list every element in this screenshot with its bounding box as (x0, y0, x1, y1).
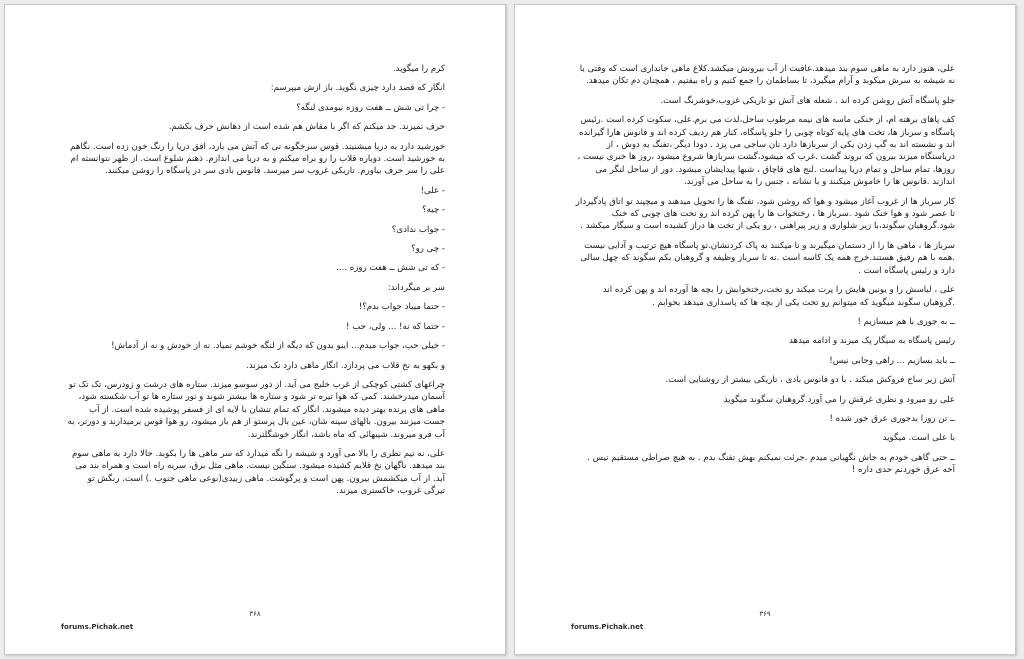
paragraph: کف پاهای برهنه ام، از خنکی ماسه های نیمه مرطوب ساحل،لذت می برم.علی، سکوت کرده است .رئیس پاسگاه و سرباز ها، تخت های پایه کوتاه چوبی را جلو پاسگاه، کنار هم ردیف کرده اند و فانوس هارا گیرانده اند و نشسته اند به گپ زدن یکی از سربازها دارد نان ساجی می پزد . دودا دیگر ،تفنگ به دوش ، از دریاسنگاه میزند بیرون که بروند گشت .غرب که میشود،گشت سربازها شروع میشود ،روز ها خبری نیست ، روزها، تمام ساحل و تمام دریا پیداست .لنج های قاچاق ، شبها پیدایشان میشود. دور از ساحل لنگر می اندازند .فانوس ها را خاموش میکنند و با نشانه ، جنس را به ساحل می آورند. (577, 115, 955, 188)
paragraph: ــ حتی گاهی خودم به جاش نگهبانی میدم .جرئت نمیکنم بهش تفنگ بدم . به هیچ صراطی مستقیم نیس . آخه عرق خوردنم حدی داره ! (587, 452, 955, 476)
paragraph: با علی است. میگوید (882, 433, 955, 444)
paragraph: جلو پاسگاه آتش روشن کرده اند . شعله های آتش تو تاریکی غروب،خوشرنگ است. (660, 95, 955, 106)
paragraph: و بکهو به نخ قلاب می پردازد. انگار ماهی دارد نک میزند. (246, 360, 445, 371)
paragraph: - جواب ندادی؟ (391, 224, 445, 235)
footer-site-link: forums.Pichak.net (61, 623, 134, 631)
page-body-text (65, 63, 445, 505)
paragraph: آتش زیر ساج فروکش میکند . با دو فانوس بادی ، تاریکی بیشتر از روشنایی است. (665, 375, 955, 386)
paragraph: ــ تن روزا بدجوری عرق خور شده ! (829, 413, 955, 424)
paragraph: خورشید دارد به دریا میشنیند. قوس سرخگونه تی که آتش می بارد، افق دریا را رنگ خون زده است. نگاهم به خورشید است. دوباره قلاب را رو براه میکنم و به دریا می اندازم. ذهنم شلوغ است. از ظهر نتوانسته ام علی را سر حرف بیاورم. تاریکی غروب سر میرسد. فانوس بادی سر در پاسگاه را روشن میکنند. (70, 141, 445, 177)
paragraph: - چیه؟ (422, 205, 445, 216)
paragraph: چراغهای کشتی کوچکی از غرب خلیج می آید. از دور سوسو میزند. ستاره های درشت و زودرس، تک تک تو آسمان میدرخشند. کمی که هوا تیره تر شود و ستاره ها بیشتر شوند و نور ستاره ها تو آب شکسته شود، ماهی های پرنده بهتر دیده میشوند. انگار که تمام تنشان با لایه ای از فسفر پوشیده شده است. از آب جست میزنند بیرون. بالهای سینه شان، عین بال پرستو از هم باز میشود، رو هوا قوس برمیدارند و دورتر، به آب فرو میروند. شیبهائی که ماه باشد، انگار خوشگلترند. (67, 379, 445, 440)
paragraph: ــ به جوری با هم میسازیم ! (857, 316, 955, 327)
paragraph: ــ باید بسازیم ... راهی وجابی نیس! (829, 355, 955, 366)
footer-site-link: forums.Pichak.net (571, 623, 644, 631)
paragraph: - چرا تی شش ــ هفت روزه نیومدی لنگه؟ (296, 102, 445, 113)
paragraph: رئیس پاسگاه به سیگار پک میزند و ادامه میدهد (789, 336, 955, 347)
paragraph: علی رو میرود و نظری غرقش را می آورد.گروهبان سگوند میگوید (723, 394, 955, 405)
paragraph: کار سرباز ها از غروب آغاز میشود و هوا که روشن شود، تفنگ ها را تحویل میدهند و میچپند تو اتاق پادگیردار تا عصر شود و هوا خنک شود .سرباز ها ، رختخواب ها را پهن کرده اند رو تخت های چوبی که خنک شود.گروهبان سگوند،با زیر شلواری و زیر پیراهنی ، رو یکی از تخت ها دراز کشیده است و سیگار میکشد . (575, 196, 955, 232)
paragraph: - چی رو؟ (411, 244, 445, 255)
page-number: ۳۶۸ (249, 610, 261, 618)
paragraph: حرف نمیزند. جد میکنم که اگر با مقاش هم شده است از دهانش حرف بکشم. (168, 122, 445, 133)
paragraph: علی، هنوز دارد به ماهی سوم بند میدهد.عاقبت از آب بیرونش میکشد.کلاغ ماهی جانداری است که وقتی با نه شیشه به سرش میکوبد و آرام میگیرد، تا بساطمان را جمع کنیم و راه بیفتیم ، همچنان دم تکان میدهد. (579, 64, 955, 87)
paragraph: علی، نه نیم نظری را بالا می آورد و شیشه را نگه میدارد که سر ماهی ها را بکوبد. حالا دارد به ماهی سوم بند میدهد. ناگهان نخ قلابم کشیده میشود. سنگین نیست. ماهی مثل برق، سریه راه است و همراه بند می آید. از آب میکشمش بیرون. پهن است و پرگوشت. ماهی زبیدی(نوعی ماهی جنوب .) است. رنگش تو تیرگی غروب، خاکستری میزند. (71, 448, 445, 497)
paragraph: انگار که قصد دارد چیزی نگوید. باز ازش میپرسم: (270, 83, 445, 94)
page-left (4, 4, 506, 655)
paragraph: - حتما میباد جواب بدم؟! (358, 302, 445, 313)
paragraph: سرباز ها ، ماهی ها را از دستمان میگیرند و نا میکنند به پاک کردنشان.تو پاسگاه هیچ ترتیب و آدابی نیست .همه با هم رفیق هستند.خرج همه یک کاسه است .نه تا سرباز وظیفه و گروهبان بکم سگوند که چهل سالی دارد و رئیس پاسگاه است . (580, 240, 955, 276)
paragraph: - که تی شش ــ هفت روزه .... (336, 263, 445, 274)
paragraph: - خیلی حب، جواب میدم... اینو بدون که دیگه از لنگه خوشم نمیاد. نه از خودش و نه از آدماش! (111, 341, 445, 352)
paragraph: کرم را میگوید. (392, 64, 445, 74)
paragraph: - حتما که نه! ... ولی، حب ! (346, 321, 445, 332)
paragraph: - علی! (420, 185, 445, 196)
page-number: ۳۶۹ (759, 610, 771, 618)
page-right (514, 4, 1016, 655)
page-body-text (575, 63, 955, 484)
paragraph: سر بر میگرداند: (387, 282, 445, 293)
paragraph: علی ، لباسش را و یونین هایش را پرت میکند رو تخت،رختخوابش را بچه ها آورده اند و پهن کرده اند .گروهبان سگوند میگوید که میتوانم رو تخت یکی از بچه ها که پاسداری میدهد بخوابم . (602, 285, 955, 308)
